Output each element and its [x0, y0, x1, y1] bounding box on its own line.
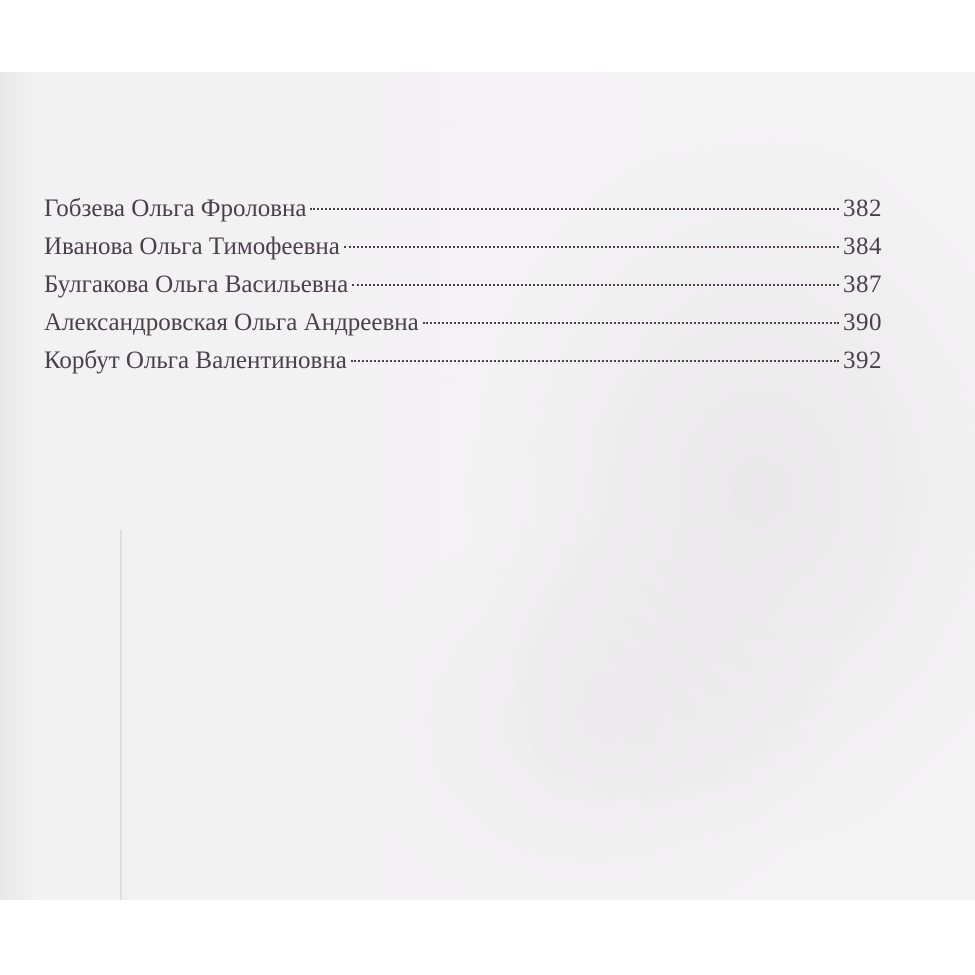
- toc-entry-page: 387: [843, 271, 882, 298]
- toc-entry: [44, 342, 882, 380]
- toc-dot-leader: [310, 208, 839, 210]
- toc-entry-name: Булгакова Ольга Васильевна: [44, 271, 349, 298]
- toc-entry-name: Корбут Ольга Валентиновна: [44, 347, 347, 374]
- toc-entry-name: Александровская Ольга Андреевна: [44, 309, 419, 336]
- toc-entry-page: 384: [843, 233, 882, 260]
- page-shadow-edge: [120, 530, 122, 900]
- toc-entry: [44, 228, 882, 266]
- toc-dot-leader: [423, 322, 839, 324]
- toc-entry-page: 382: [843, 195, 882, 222]
- book-page: [0, 72, 975, 900]
- toc-dot-leader: [344, 246, 839, 248]
- table-of-contents: [44, 190, 882, 380]
- toc-entry-name: Иванова Ольга Тимофеевна: [44, 233, 340, 260]
- toc-entry: [44, 190, 882, 228]
- toc-entry: [44, 304, 882, 342]
- toc-entry: [44, 266, 882, 304]
- toc-dot-leader: [352, 284, 839, 286]
- toc-entry-page: 390: [843, 309, 882, 336]
- toc-entry-page: 392: [843, 347, 882, 374]
- toc-dot-leader: [351, 360, 839, 362]
- toc-entry-name: Гобзева Ольга Фроловна: [44, 195, 307, 222]
